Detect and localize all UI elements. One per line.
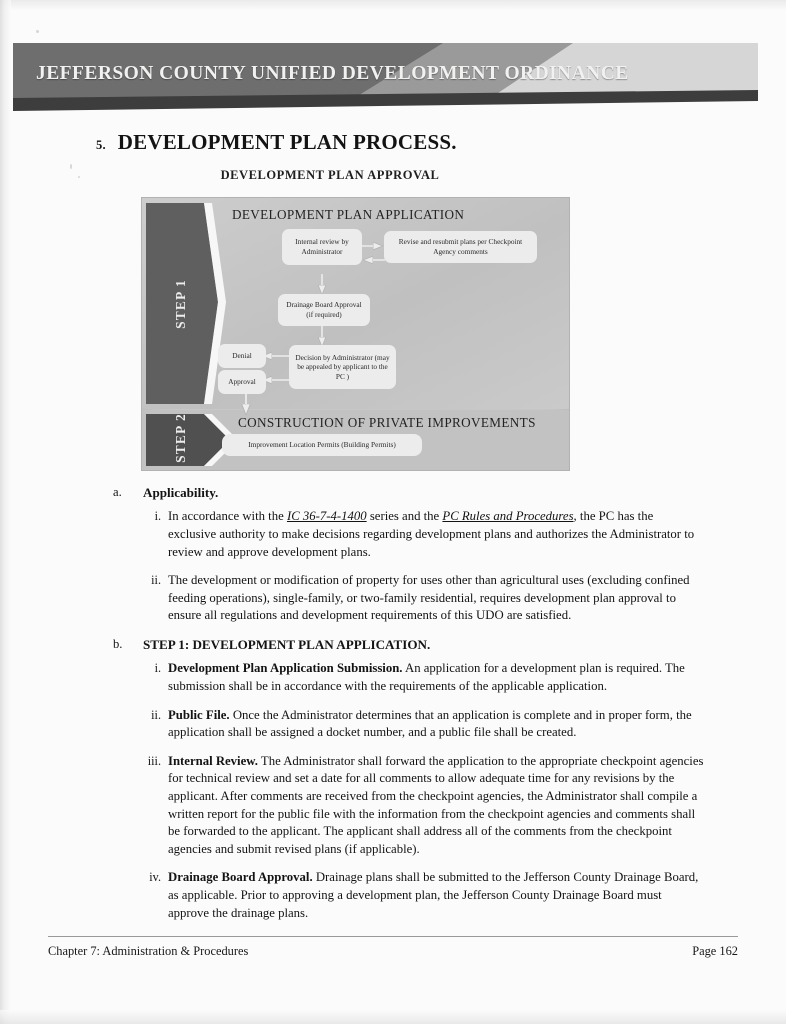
outline-item-marker: i. [154, 509, 161, 524]
header-title: JEFFERSON COUNTY UNIFIED DEVELOPMENT ORDINANCE [36, 63, 629, 84]
outline-run-citation: PC Rules and Procedures [442, 509, 574, 524]
outline-heading [0, 636, 786, 653]
development-plan-approval-flowchart [141, 197, 570, 471]
flowchart-node-revise-resubmit: Revise and resubmit plans per Checkpoint Agency comments [398, 237, 523, 256]
page-header-banner [13, 43, 758, 115]
outline-item-text [168, 573, 690, 622]
outline-run-plain: The development or modification of property for uses other than agricultural uses (excluding confined feeding operations), single-family, or two-family residential, requires development plan approval to ensure all regulations and development requirements of this UDO are satisfied. [168, 573, 690, 623]
page-footer [48, 944, 738, 959]
flowchart-step1-band-title: DEVELOPMENT PLAN APPLICATION [232, 207, 465, 222]
figure-caption: DEVELOPMENT PLAN APPROVAL [220, 168, 440, 182]
outline-item [0, 660, 786, 695]
outline-item [0, 869, 786, 922]
outline-item-marker: i. [154, 661, 161, 676]
scan-edge-top [0, 0, 786, 10]
section-number: 5. [96, 138, 106, 152]
outline-item [0, 753, 786, 859]
outline-heading-text: STEP 1: DEVELOPMENT PLAN APPLICATION. [143, 636, 431, 652]
scan-edge-bottom [0, 1010, 786, 1024]
outline-run-bold: Development Plan Application Submission. [168, 661, 403, 676]
flowchart-node-decision-administrator: Decision by Administrator (may be appealed by applicant to the PC ) [295, 352, 390, 381]
outline-item-marker: iv. [149, 870, 161, 885]
outline-run-plain: series and the [366, 509, 443, 524]
flowchart-step1-label: STEP 1 [173, 279, 188, 329]
outline-run-citation: IC 36-7-4-1400 [286, 509, 367, 524]
outline-item-marker: iii. [147, 753, 161, 768]
outline-run-bold: Public File. [168, 707, 230, 722]
flowchart-node-improvement-permits: Improvement Location Permits (Building Permits) [248, 440, 396, 450]
outline-item-marker: ii. [151, 707, 161, 722]
footer-chapter-label: Chapter 7: Administration & Procedures [48, 944, 249, 958]
outline-item [0, 508, 786, 561]
outline-item-text [168, 509, 694, 558]
outline-run-bold: Drainage Board Approval. [168, 870, 313, 885]
outline-item [0, 707, 786, 742]
scan-speck [36, 30, 39, 33]
outline-marker: b. [113, 636, 123, 651]
outline-item-marker: ii. [151, 573, 161, 588]
flowchart-node-drainage-board: Drainage Board Approval (if required) [286, 300, 362, 319]
outline-run-plain: Drainage plans shall be submitted to the Jefferson County Drainage Board, as applicable. Prior to approving a development plan, the Jefferson County Drainage Board must approve the drainage plans. [168, 870, 699, 920]
outline-run-plain: The Administrator shall forward the application to the appropriate checkpoint agencies for technical review and set a date for all comments to allow adequate time for any revisions by the applicant. After comments are received from the checkpoint agencies, the Administrator shall compile a written report for the public file with the information from the checkpoint agencies and comments shall be forwarded to the applicant. The applicant shall address all of the comments from the checkpoint agencies and submit revised plans (if applicable). [168, 753, 704, 856]
outline-item-text [168, 870, 698, 919]
section-heading [96, 130, 696, 155]
flowchart-node-denial: Denial [232, 351, 252, 361]
outline-item-text [168, 708, 692, 740]
footer-page-number: Page 162 [692, 944, 738, 958]
outline-marker: a. [113, 485, 122, 499]
outline-item [0, 572, 786, 625]
outline-item-text [168, 661, 685, 693]
document-body-outline [0, 484, 786, 933]
flowchart-node-approval: Approval [228, 377, 256, 387]
outline-run-plain: An application for a development plan is required. The submission shall be in accordance with the requirements of the applicable application. [168, 661, 685, 693]
flowchart-step2-band-title: CONSTRUCTION OF PRIVATE IMPROVEMENTS [238, 415, 536, 430]
outline-item-text [168, 754, 703, 856]
outline-run-bold: Internal Review. [168, 753, 258, 768]
flowchart-step2-label: STEP 2 [173, 413, 188, 463]
outline-run-plain: Once the Administrator determines that an application is complete and in proper form, the application shall be assigned a docket number, and a public file shall be created. [168, 707, 692, 740]
outline-run-plain: In accordance with the [168, 509, 287, 524]
outline-run-plain: , the PC has the exclusive authority to make decisions regarding development plans and authorizes the Administrator to review and approve development plans. [168, 509, 695, 559]
section-title: DEVELOPMENT PLAN PROCESS. [117, 130, 457, 154]
footer-divider [48, 936, 738, 937]
flowchart-node-internal-review: Internal review by Administrator [295, 237, 349, 256]
outline-heading [0, 484, 786, 501]
outline-heading-text: Applicability. [143, 485, 219, 500]
